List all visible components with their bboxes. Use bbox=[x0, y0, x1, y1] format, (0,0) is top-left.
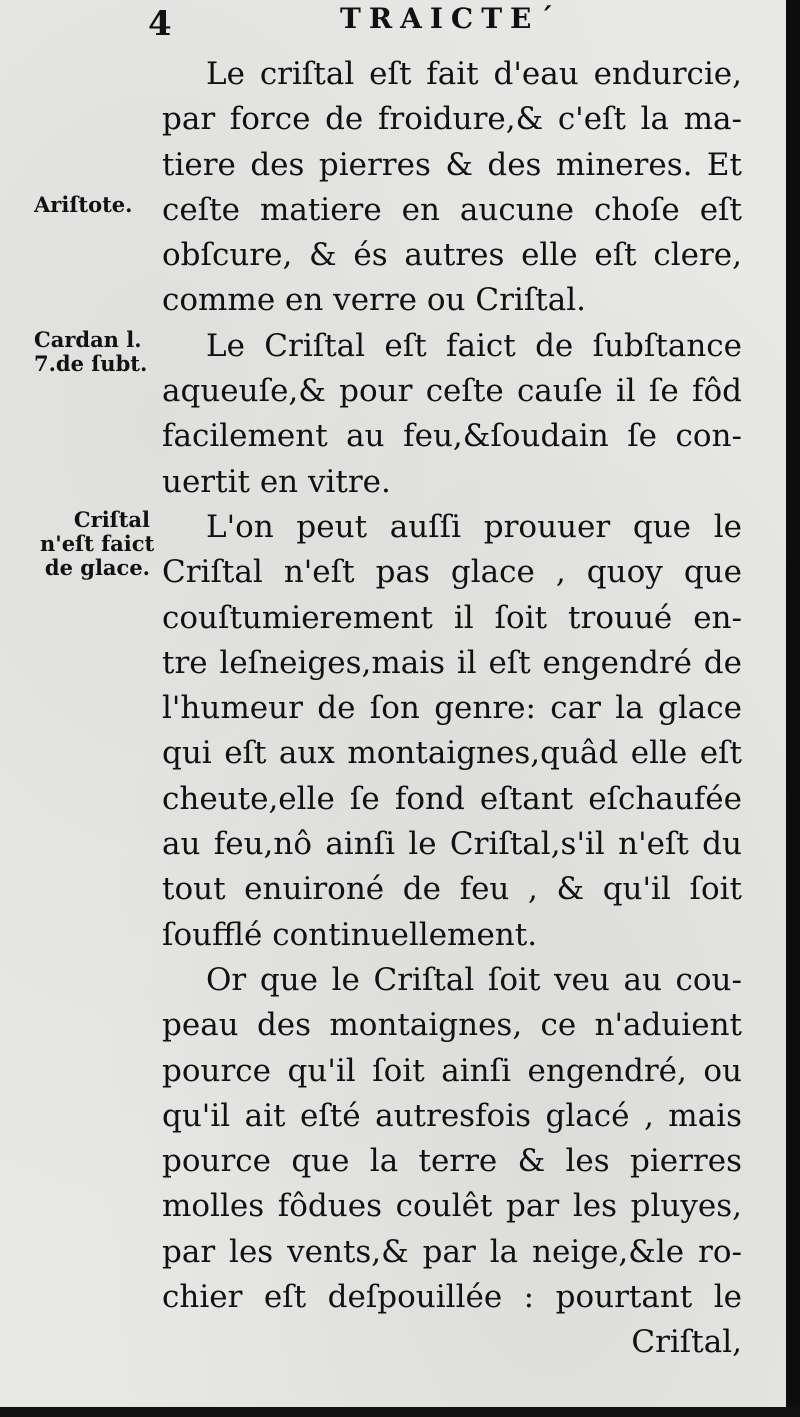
body-text bbox=[162, 52, 742, 1366]
catchword: Criſtal, bbox=[631, 1324, 742, 1361]
text-line: Or que le Criſtal ſoit veu au cou- bbox=[206, 961, 742, 998]
page-edge-shadow bbox=[786, 0, 800, 1417]
text-line: aqueuſe,& pour ceſte cauſe il ſe fôd bbox=[162, 373, 742, 410]
margin-note-aristote bbox=[34, 193, 174, 217]
text-line: cheute,elle ſe fond eſtant eſchaufée bbox=[162, 780, 742, 817]
page-number: 4 bbox=[148, 4, 172, 44]
text-line: comme en verre ou Criſtal. bbox=[162, 282, 586, 319]
text-line: L'on peut auſſi prouuer que le bbox=[206, 508, 742, 545]
text-line: Criſtal n'eſt pas glace , quoy que bbox=[162, 554, 742, 591]
text-line: Le Criſtal eſt faict de ſubſtance bbox=[206, 327, 742, 364]
text-line: ſoufflé continuellement. bbox=[162, 916, 538, 953]
text-line: par force de froidure,& c'eſt la ma- bbox=[162, 101, 742, 138]
page-edge-shadow bbox=[0, 1407, 800, 1417]
page-header bbox=[0, 0, 790, 44]
text-line: qui eſt aux montaignes,quâd elle eſt bbox=[162, 735, 742, 772]
margin-note-line: 7.de ſubt. bbox=[34, 351, 148, 376]
text-line: ceſte matiere en aucune choſe eſt bbox=[162, 191, 742, 228]
margin-note-cardan bbox=[34, 328, 174, 376]
text-line: chier eſt deſpouillée : pourtant le bbox=[162, 1279, 742, 1316]
text-line: Le criſtal eſt fait d'eau endurcie, bbox=[206, 56, 742, 92]
text-line: pource qu'il ſoit ainſi engendré, ou bbox=[162, 1052, 742, 1089]
text-line: tiere des pierres & des mineres. Et bbox=[162, 146, 742, 183]
text-line: molles fôdues coulêt par les pluyes, bbox=[162, 1188, 742, 1225]
margin-note-line: Cardan l. bbox=[34, 327, 142, 352]
text-line: pource que la terre & les pierres bbox=[162, 1143, 742, 1180]
margin-note-line: n'eſt faict bbox=[40, 531, 155, 556]
text-line: obſcure, & és autres elle eſt clere, bbox=[162, 237, 742, 274]
margin-note-line: Ariſtote. bbox=[34, 192, 133, 217]
text-line: facilement au feu,&ſoudain ſe con- bbox=[162, 418, 742, 455]
text-line: qu'il ait eſté autresfois glacé , mais bbox=[162, 1097, 742, 1134]
text-line: couſtumierement il ſoit trouué en- bbox=[162, 599, 742, 636]
text-line: peau des montaignes, ce n'aduient bbox=[162, 1007, 742, 1044]
running-title: TRAICTE´ bbox=[340, 2, 562, 35]
text-line: tre leſneiges,mais il eſt engendré de bbox=[162, 644, 742, 681]
text-line: au feu,nô ainſi le Criſtal,s'il n'eſt du bbox=[162, 826, 742, 863]
text-line: l'humeur de ſon genre: car la glace bbox=[162, 690, 742, 727]
margin-note-line: de glace. bbox=[44, 555, 150, 580]
margin-note-cristal-glace bbox=[40, 507, 155, 580]
text-line: par les vents,& par la neige,&le ro- bbox=[162, 1233, 742, 1270]
text-line: uertit en vitre. bbox=[162, 463, 391, 500]
text-line: tout enuironé de feu , & qu'il ſoit bbox=[162, 871, 742, 908]
margin-note-line: Criſtal bbox=[73, 507, 150, 532]
